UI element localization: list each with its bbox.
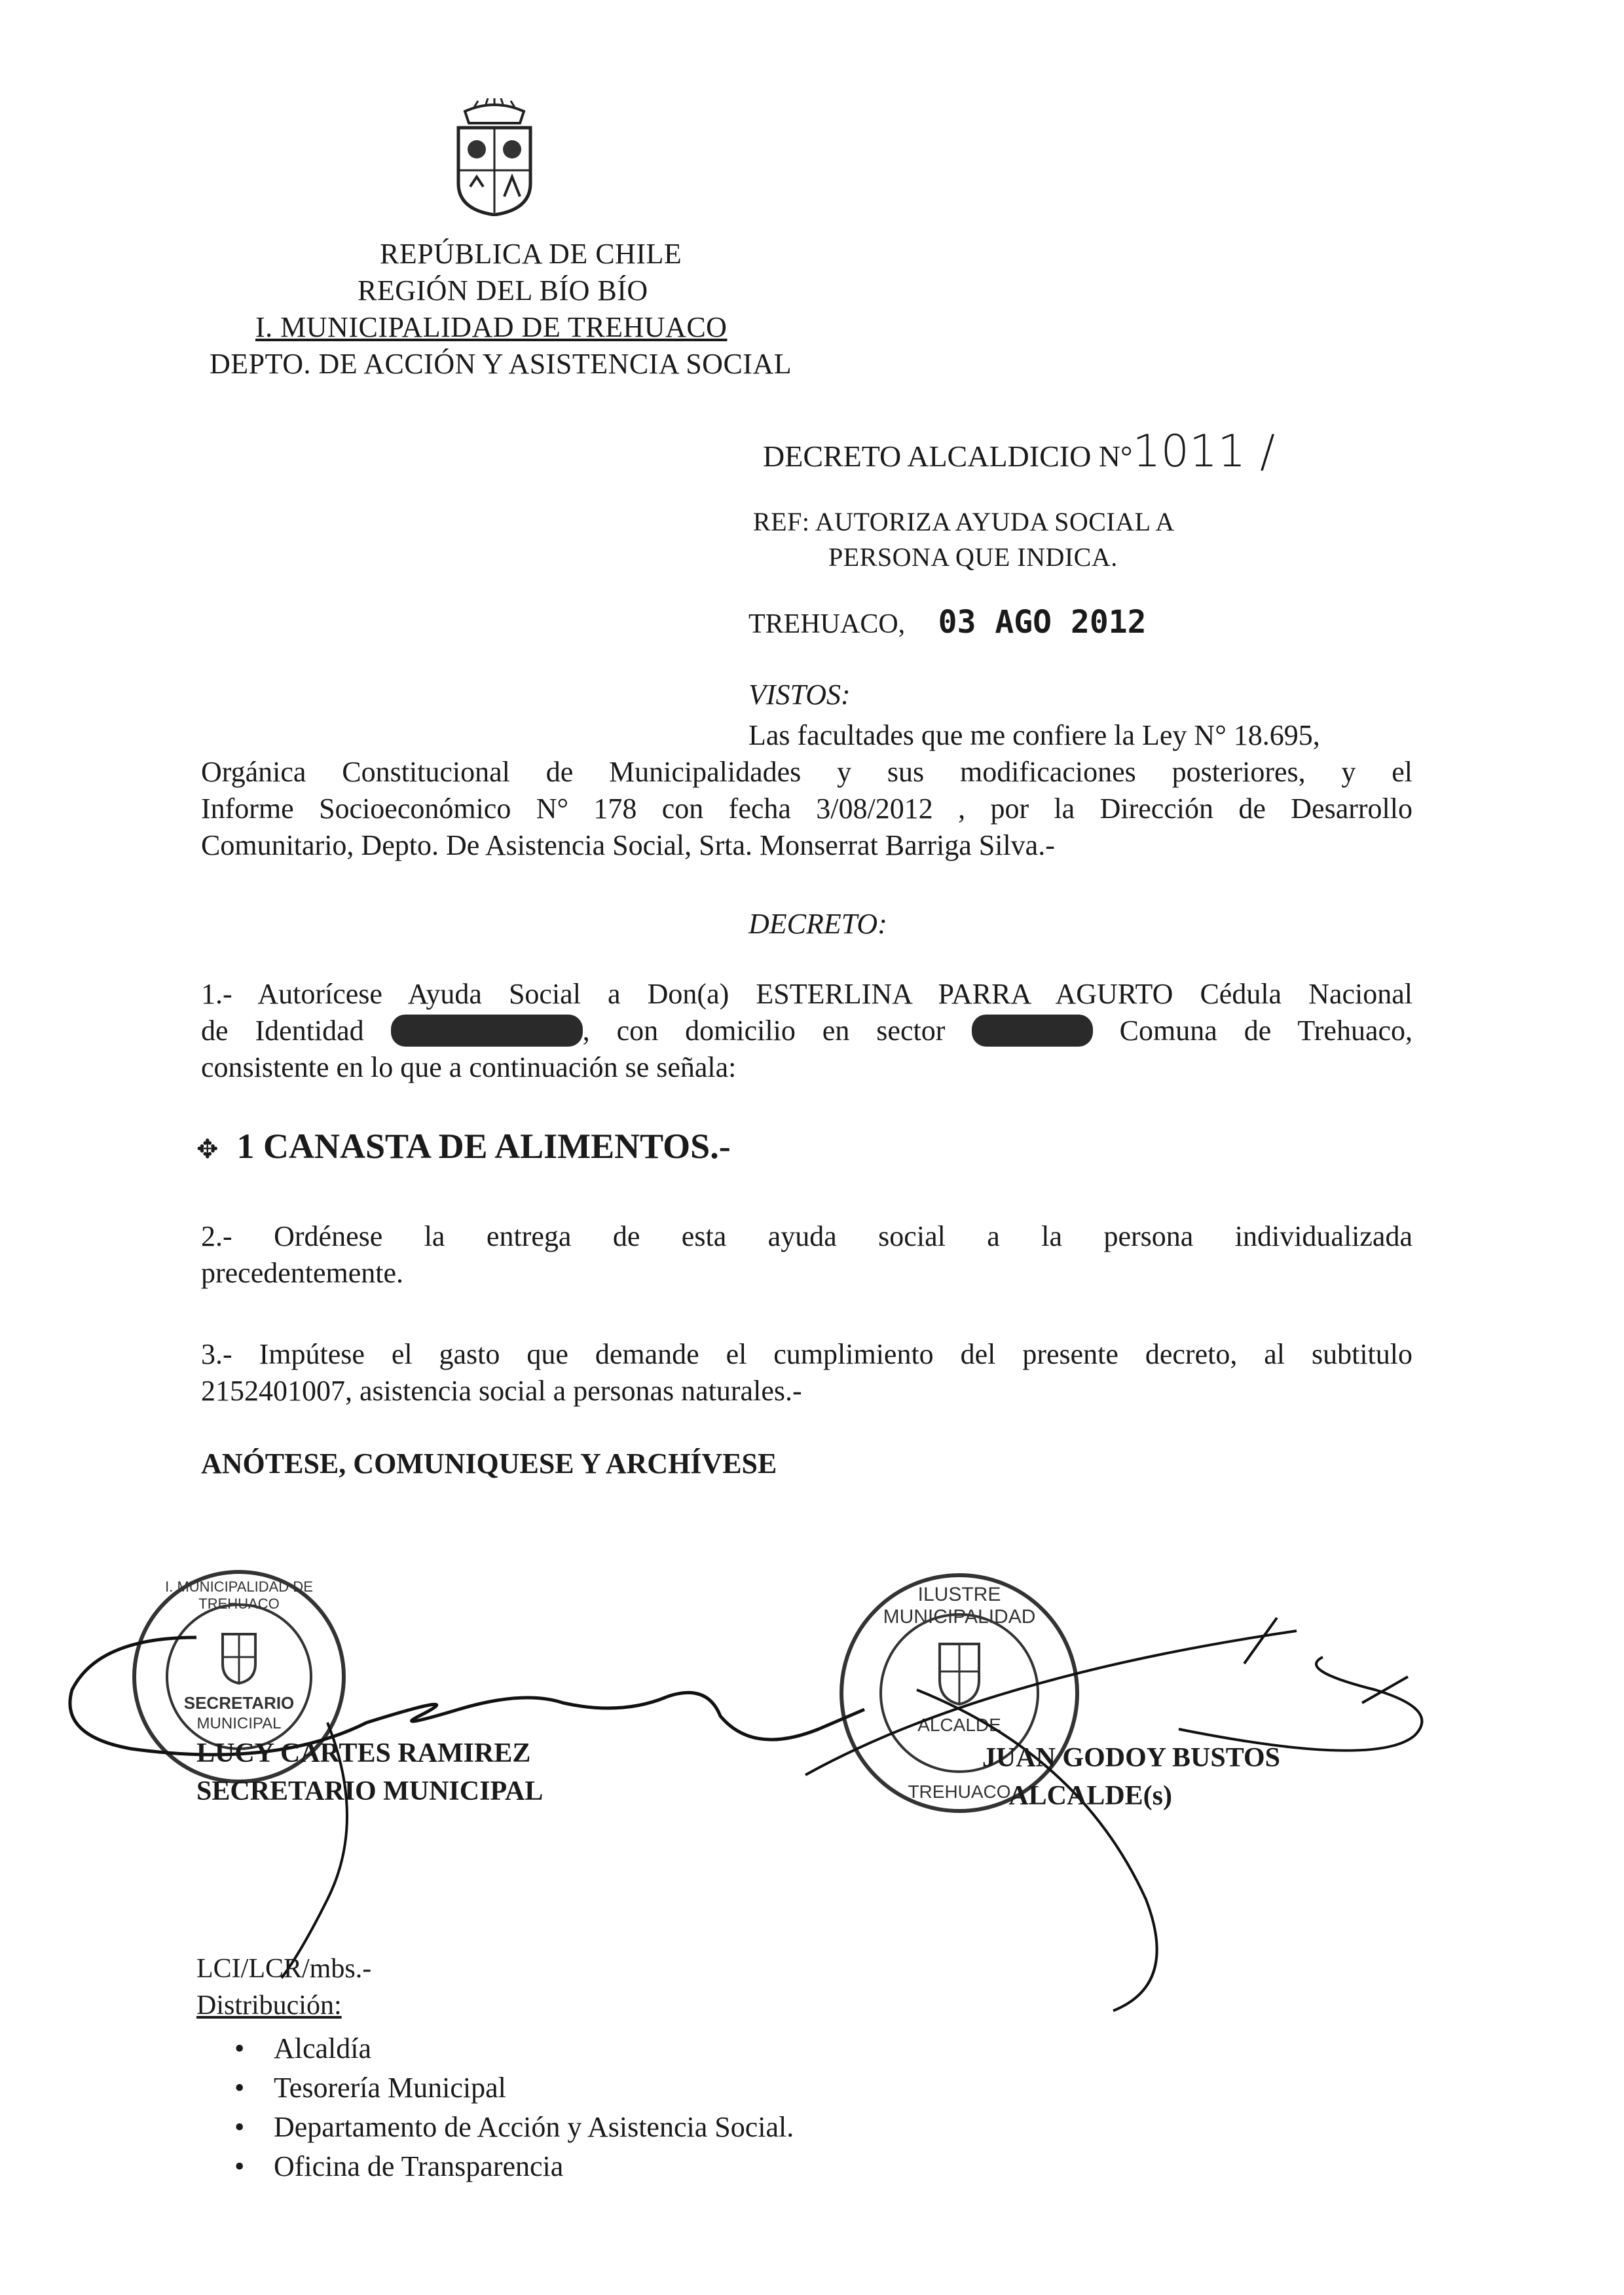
coat-of-arms-logo: [452, 98, 537, 216]
closing-formula: ANÓTESE, COMUNIQUESE Y ARCHÍVESE: [201, 1447, 777, 1480]
mayor-title: ALCALDE(s): [1008, 1781, 1172, 1811]
vistos-line-4: Comunitario, Depto. De Asistencia Social, Srta. Monserrat Barriga Silva.-: [201, 829, 1055, 861]
vistos-heading: VISTOS:: [748, 679, 851, 711]
decree-title: [763, 426, 1276, 477]
initials: LCI/LCR/mbs.-: [196, 1954, 372, 1984]
secretary-stamp-ring-text: I. MUNICIPALIDAD DE TREHUACO: [165, 1578, 313, 1612]
mayor-name: JUAN GODOY BUSTOS: [982, 1743, 1280, 1773]
place-label: TREHUACO,: [748, 609, 906, 639]
list-item: • Alcaldía: [228, 2029, 794, 2068]
redacted-sector: Paniagua,: [972, 1015, 1092, 1047]
secretary-signature-block: [196, 1734, 543, 1810]
date-stamp: 03 AGO 2012: [938, 604, 1147, 641]
header-department: DEPTO. DE ACCIÓN Y ASISTENCIA SOCIAL: [210, 348, 792, 380]
mayor-signature-block: [933, 1739, 1280, 1815]
secretary-stamp-center-2: MUNICIPAL: [196, 1715, 282, 1732]
vistos-block: [201, 717, 1412, 864]
distribution-list: [228, 2029, 794, 2186]
header-region: REGIÓN DEL BÍO BÍO: [358, 274, 648, 307]
ref-line-2: PERSONA QUE INDICA.: [828, 542, 1118, 572]
place-date: [748, 603, 1147, 644]
decree-number: 1011 /: [1132, 426, 1276, 477]
p3-line-1: 3.- Impútese el gasto que demande el cumplimiento del presente decreto, al subtitulo: [201, 1338, 1412, 1370]
p1-line-2-c: Comuna de Trehuaco,: [1119, 1015, 1413, 1047]
vistos-line-3: Informe Socioeconómico N° 178 con fecha 3/08/2012 , por la Dirección de Desarrollo: [201, 793, 1412, 825]
vistos-line-1: Las facultades que me confiere la Ley N° 18.695,: [748, 719, 1320, 751]
mayor-stamp-ring-text: ILUSTRE MUNICIPALIDAD: [883, 1584, 1036, 1628]
header-municipality: I. MUNICIPALIDAD DE TREHUACO: [255, 311, 728, 343]
mayor-stamp-center: ALCALDE: [917, 1715, 1001, 1735]
p1-line-1: 1.- Autorícese Ayuda Social a Don(a) ESTERLINA PARRA AGURTO Cédula Nacional: [201, 978, 1412, 1010]
secretary-title: SECRETARIO MUNICIPAL: [196, 1776, 544, 1806]
list-item: • Departamento de Acción y Asistencia Social.: [228, 2108, 794, 2147]
footer-block: [196, 1950, 794, 2186]
list-item: • Oficina de Transparencia: [228, 2147, 794, 2186]
decreto-heading: DECRETO:: [748, 908, 887, 940]
p2-line-1: 2.- Ordénese la entrega de esta ayuda social a la persona individualizada: [201, 1220, 1412, 1252]
p3-line-2: 2152401007, asistencia social a personas naturales.-: [201, 1375, 802, 1407]
redacted-id-number: N° 8886912-5: [391, 1015, 583, 1047]
secretary-stamp-center-1: SECRETARIO: [183, 1693, 295, 1713]
secretary-name: LUCY CARTES RAMIREZ: [196, 1738, 531, 1768]
p1-line-2-b: , con domicilio en sector: [582, 1015, 946, 1047]
p1-line-2: [201, 1013, 1412, 1049]
decreto-paragraph-3: [201, 1336, 1412, 1409]
p1-line-2-a: de Identidad: [201, 1015, 364, 1047]
vistos-line-2: Orgánica Constitucional de Municipalidades y sus modificaciones posteriores, y el: [201, 756, 1412, 788]
header-block: [196, 236, 851, 382]
decreto-paragraph-1: [201, 976, 1412, 1086]
decree-title-label: DECRETO ALCALDICIO N°: [763, 439, 1133, 473]
aid-item-text: 1 CANASTA DE ALIMENTOS.-: [236, 1127, 731, 1166]
aid-item: [196, 1123, 731, 1172]
p2-line-2: precedentemente.: [201, 1257, 404, 1289]
mayor-stamp-bottom: TREHUACO: [908, 1782, 1011, 1802]
distribution-label: Distribución:: [196, 1990, 342, 2021]
four-diamond-bullet-icon: ✥: [196, 1134, 219, 1165]
p1-line-3: consistente en lo que a continuación se señala:: [201, 1051, 737, 1083]
header-republic: REPÚBLICA DE CHILE: [380, 238, 682, 270]
list-item: • Tesorería Municipal: [228, 2068, 794, 2108]
decreto-paragraph-2: [201, 1218, 1412, 1292]
reference-block: [753, 504, 1175, 575]
ref-line-1: REF: AUTORIZA AYUDA SOCIAL A: [753, 507, 1175, 536]
